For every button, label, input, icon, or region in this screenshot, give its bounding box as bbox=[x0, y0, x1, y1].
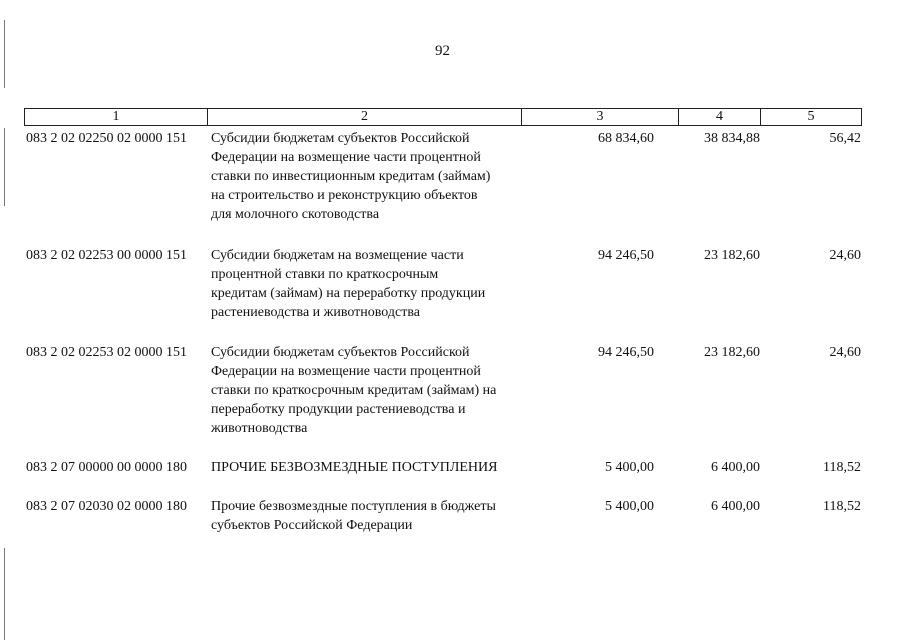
description-line: для молочного скотоводства bbox=[211, 207, 380, 222]
budget-code: 083 2 02 02253 02 0000 151 bbox=[26, 345, 187, 360]
description-line: Федерации на возмещение части процентной bbox=[211, 150, 481, 165]
column-header-5: 5 bbox=[807, 109, 815, 124]
value-col-5: 24,60 bbox=[829, 345, 861, 360]
row-description bbox=[211, 458, 527, 477]
column-header-3: 3 bbox=[522, 109, 679, 125]
value-col-3: 5 400,00 bbox=[605, 460, 654, 475]
budget-code: 083 2 02 02253 00 0000 151 bbox=[26, 248, 187, 263]
description-line: Субсидии бюджетам субъектов Российской bbox=[211, 345, 470, 360]
description-line: Прочие безвозмездные поступления в бюджеты bbox=[211, 499, 496, 514]
scan-edge-mark bbox=[4, 548, 5, 640]
description-line: процентной ставки по краткосрочным bbox=[211, 267, 439, 282]
value-col-5: 24,60 bbox=[829, 248, 861, 263]
description-line: Субсидии бюджетам субъектов Российской bbox=[211, 131, 470, 146]
budget-code: 083 2 07 02030 02 0000 180 bbox=[26, 499, 187, 514]
description-line: на строительство и реконструкцию объектов bbox=[211, 188, 478, 203]
description-line: ставки по инвестиционным кредитам (займам) bbox=[211, 169, 491, 184]
column-header-1: 1 bbox=[25, 109, 208, 125]
value-col-3: 68 834,60 bbox=[598, 131, 654, 146]
budget-code: 083 2 02 02250 02 0000 151 bbox=[26, 131, 187, 146]
column-header-2: 2 bbox=[208, 109, 522, 125]
budget-code: 083 2 07 00000 00 0000 180 bbox=[26, 460, 187, 475]
description-line: Федерации на возмещение части процентной bbox=[211, 364, 481, 379]
row-description bbox=[211, 129, 527, 224]
description-line: ПРОЧИЕ БЕЗВОЗМЕЗДНЫЕ ПОСТУПЛЕНИЯ bbox=[211, 460, 498, 475]
value-col-4: 38 834,88 bbox=[704, 131, 760, 146]
description-line: переработку продукции растениеводства и bbox=[211, 402, 466, 417]
table-header-row bbox=[24, 108, 862, 126]
description-line: животноводства bbox=[211, 421, 308, 436]
column-header-4: 4 bbox=[679, 109, 761, 125]
value-col-5: 118,52 bbox=[823, 499, 861, 514]
value-col-3: 94 246,50 bbox=[598, 248, 654, 263]
description-line: растениеводства и животноводства bbox=[211, 305, 420, 320]
page-number: 92 bbox=[435, 43, 450, 59]
description-line: субъектов Российской Федерации bbox=[211, 518, 413, 533]
row-description bbox=[211, 497, 527, 535]
value-col-3: 5 400,00 bbox=[605, 499, 654, 514]
value-col-5: 118,52 bbox=[823, 460, 861, 475]
value-col-4: 6 400,00 bbox=[711, 460, 760, 475]
description-line: Субсидии бюджетам на возмещение части bbox=[211, 248, 464, 263]
value-col-4: 23 182,60 bbox=[704, 248, 760, 263]
description-line: ставки по краткосрочным кредитам (займам) на bbox=[211, 383, 497, 398]
value-col-4: 23 182,60 bbox=[704, 345, 760, 360]
value-col-5: 56,42 bbox=[829, 131, 861, 146]
value-col-3: 94 246,50 bbox=[598, 345, 654, 360]
row-description bbox=[211, 343, 527, 438]
value-col-4: 6 400,00 bbox=[711, 499, 760, 514]
scan-edge-mark bbox=[4, 128, 5, 206]
description-line: кредитам (займам) на переработку продукции bbox=[211, 286, 486, 301]
row-description bbox=[211, 246, 527, 322]
